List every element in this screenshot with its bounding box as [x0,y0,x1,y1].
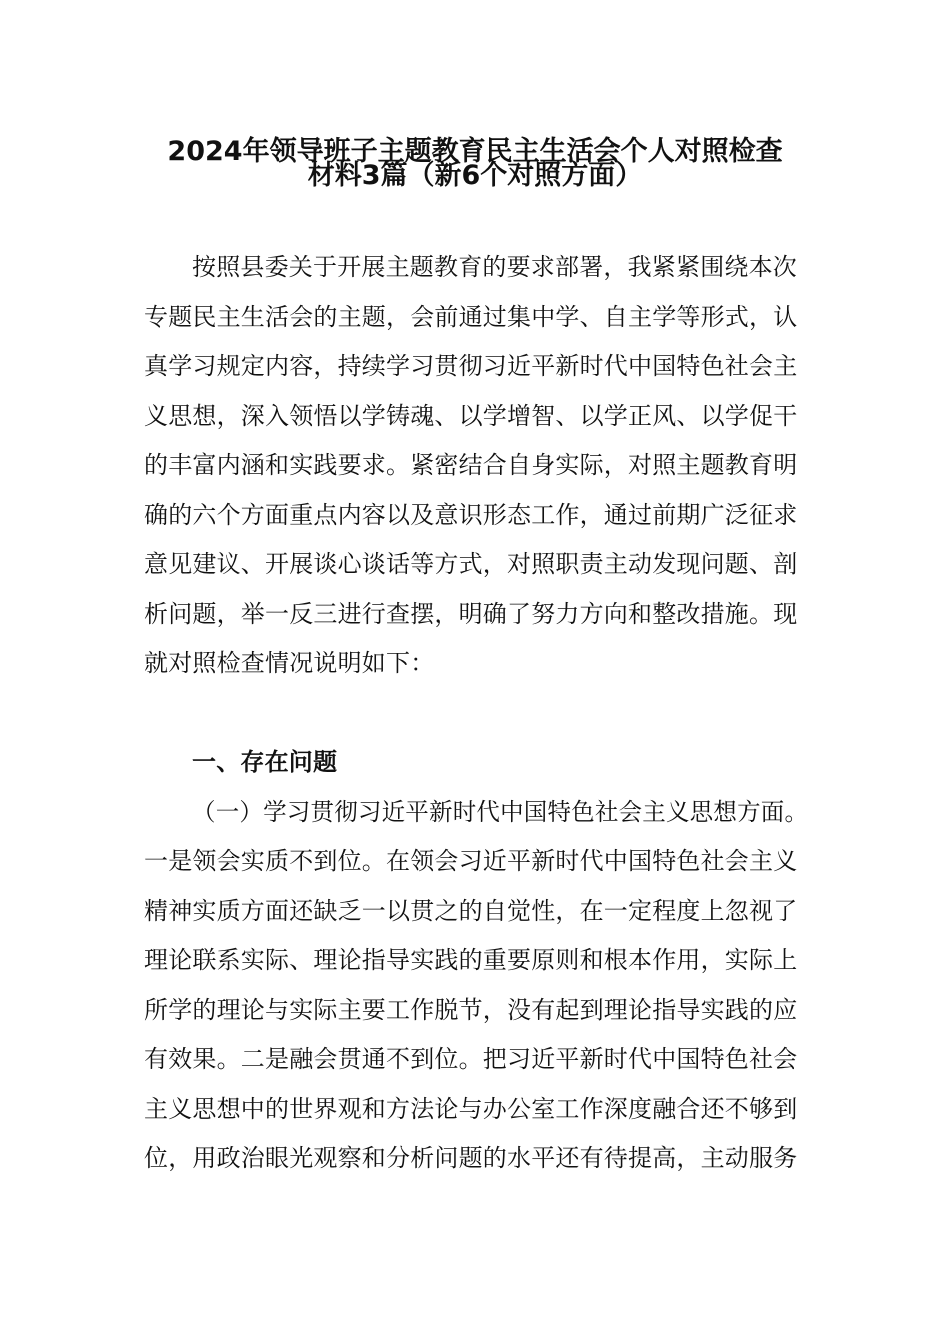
intro-line: 就对照检查情况说明如下： [144,649,435,677]
intro-line: 确的六个方面重点内容以及意识形态工作，通过前期广泛征求 [144,501,798,529]
intro-line: 的丰富内涵和实践要求。紧密结合自身实际，对照主题教育明 [144,451,798,479]
section-line: 位，用政治眼光观察和分析问题的水平还有待提高，主动服务 [144,1144,798,1172]
section-line: 一是领会实质不到位。在领会习近平新时代中国特色社会主义 [144,847,798,875]
intro-line: 按照县委关于开展主题教育的要求部署，我紧紧围绕本次 [192,253,797,281]
intro-line: 意见建议、开展谈心谈话等方式，对照职责主动发现问题、剖 [144,550,798,578]
document-title-line-2: 材料3篇（新6个对照方面） [307,160,643,191]
intro-line: 专题民主生活会的主题，会前通过集中学、自主学等形式，认 [144,303,798,331]
document-title-line-1: 2024年领导班子主题教育民主生活会个人对照检查 [167,136,783,167]
section-line: 理论联系实际、理论指导实践的重要原则和根本作用，实际上 [144,946,798,974]
section-heading: 一、存在问题 [192,748,338,776]
section-line: 有效果。二是融会贯通不到位。把习近平新时代中国特色社会 [144,1045,798,1073]
intro-line: 析问题，举一反三进行查摆，明确了努力方向和整改措施。现 [144,600,798,628]
section-line: 所学的理论与实际主要工作脱节，没有起到理论指导实践的应 [144,996,798,1024]
intro-line: 真学习规定内容，持续学习贯彻习近平新时代中国特色社会主 [144,352,798,380]
section-line: 精神实质方面还缺乏一以贯之的自觉性，在一定程度上忽视了 [144,897,798,925]
intro-line: 义思想，深入领悟以学铸魂、以学增智、以学正风、以学促干 [144,402,798,430]
section-line: （一）学习贯彻习近平新时代中国特色社会主义思想方面。 [192,798,809,826]
section-line: 主义思想中的世界观和方法论与办公室工作深度融合还不够到 [144,1095,798,1123]
